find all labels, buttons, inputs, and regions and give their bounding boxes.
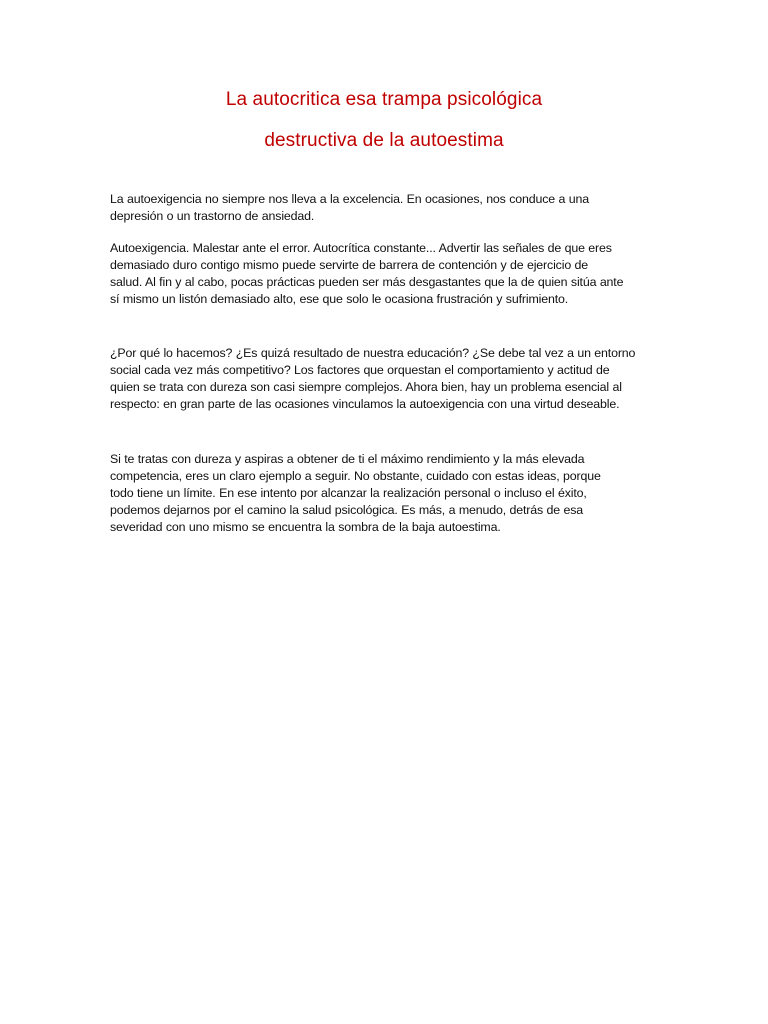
paragraph-line: demasiado duro contigo mismo puede servirte de barrera de contención y de ejercicio de xyxy=(110,258,589,272)
paragraph-line: todo tiene un límite. En ese intento por alcanzar la realización personal o incluso el éxito, xyxy=(110,486,587,500)
paragraph-line: depresión o un trastorno de ansiedad. xyxy=(110,209,315,223)
title-line-2: destructiva de la autoestima xyxy=(264,130,504,151)
paragraph-line: respecto: en gran parte de las ocasiones vinculamos la autoexigencia con una virtud deseable. xyxy=(110,397,620,411)
paragraph-line: La autoexigencia no siempre nos lleva a la excelencia. En ocasiones, nos conduce a una xyxy=(110,192,589,206)
paragraph-4 xyxy=(110,451,670,536)
paragraph-line: Si te tratas con dureza y aspiras a obtener de ti el máximo rendimiento y la más elevada xyxy=(110,452,585,466)
paragraph-line: sí mismo un listón demasiado alto, ese que solo le ocasiona frustración y sufrimiento. xyxy=(110,292,569,306)
paragraph-line: competencia, eres un claro ejemplo a seguir. No obstante, cuidado con estas ideas, porque xyxy=(110,469,601,483)
paragraph-line: Autoexigencia. Malestar ante el error. Autocrítica constante... Advertir las señales de que eres xyxy=(110,241,612,255)
paragraph-2 xyxy=(110,240,670,308)
paragraph-line: salud. Al fin y al cabo, pocas prácticas pueden ser más desgastantes que la de quien sitúa ante xyxy=(110,275,624,289)
paragraph-line: quien se trata con dureza son casi siempre complejos. Ahora bien, hay un problema esencial al xyxy=(110,380,622,394)
paragraph-line: podemos dejarnos por el camino la salud psicológica. Es más, a menudo, detrás de esa xyxy=(110,503,584,517)
title-line-1: La autocritica esa trampa psicológica xyxy=(225,89,543,110)
paragraph-line: ¿Por qué lo hacemos? ¿Es quizá resultado de nuestra educación? ¿Se debe tal vez a un entorno xyxy=(110,346,636,360)
paragraph-line: social cada vez más competitivo? Los factores que orquestan el comportamiento y actitud de xyxy=(110,363,610,377)
paragraph-line: severidad con uno mismo se encuentra la sombra de la baja autoestima. xyxy=(110,520,501,534)
paragraph-1 xyxy=(110,191,670,225)
paragraph-3 xyxy=(110,345,670,413)
